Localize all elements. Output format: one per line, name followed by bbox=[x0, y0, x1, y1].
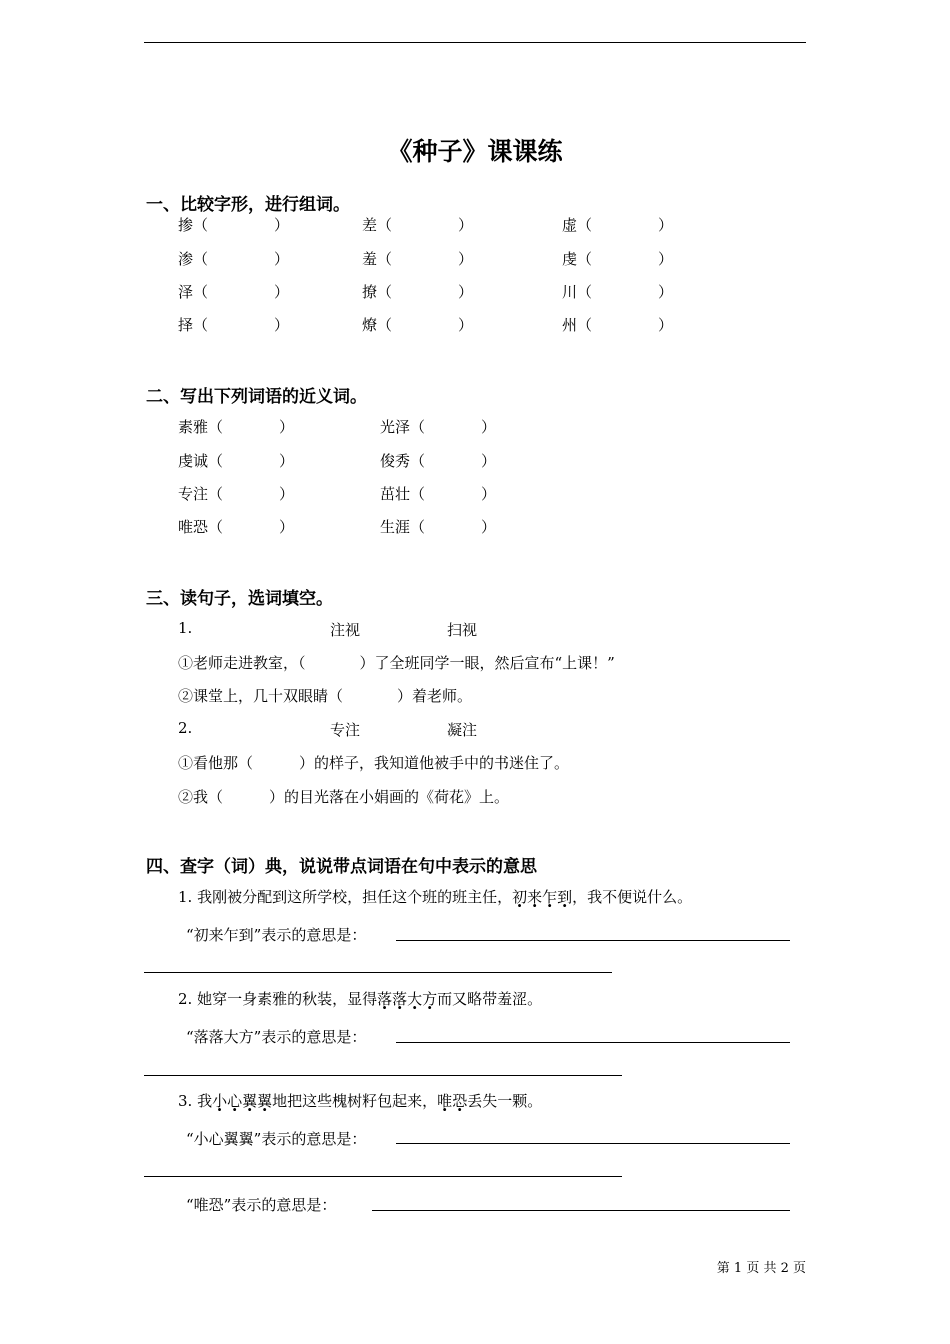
dotted-char: 唯 bbox=[437, 1092, 453, 1110]
word-label: 生涯 bbox=[380, 518, 411, 536]
char-label: 择 bbox=[178, 316, 194, 334]
synonym-item: 专注（ ） bbox=[178, 485, 295, 503]
answer-line[interactable] bbox=[396, 1143, 790, 1144]
dotted-char: 到 bbox=[557, 888, 573, 906]
answer-line[interactable] bbox=[372, 1210, 790, 1211]
page-number: 第 1 页 共 2 页 bbox=[716, 1261, 806, 1276]
synonym-item: 唯恐（ ） bbox=[178, 518, 295, 536]
dotted-char: 心 bbox=[227, 1092, 243, 1110]
synonym-item: 虔诚（ ） bbox=[178, 452, 295, 470]
synonym-item: 茁壮（ ） bbox=[380, 485, 497, 503]
word-label: 茁壮 bbox=[380, 485, 411, 503]
s4-q4-prompt: “唯恐”表示的意思是： bbox=[186, 1196, 337, 1214]
q2-sentence-1: ①看他那（ ）的样子，我知道他被手中的书迷住了。 bbox=[178, 754, 570, 772]
section2-heading: 二、写出下列词语的近义词。 bbox=[146, 387, 367, 407]
word-label: 素雅 bbox=[178, 418, 209, 436]
q1-word-option: 扫视 bbox=[447, 621, 478, 639]
synonym-item: 生涯（ ） bbox=[380, 518, 497, 536]
char-label: 燎 bbox=[362, 316, 378, 334]
s4-q2-prompt: “落落大方”表示的意思是： bbox=[186, 1028, 367, 1046]
s4-q2-sentence: 2. 她穿一身素雅的秋装，显得落落大方而又略带羞涩。 bbox=[178, 990, 543, 1008]
char-item: 州（ ） bbox=[562, 316, 674, 334]
char-label: 州 bbox=[562, 316, 578, 334]
dotted-char: 恐 bbox=[452, 1092, 468, 1110]
s4-q1-sentence: 1. 我刚被分配到这所学校，担任这个班的班主任，初来乍到，我不便说什么。 bbox=[178, 888, 693, 906]
dotted-char: 落 bbox=[392, 990, 408, 1008]
q1-sentence-1: ①老师走进教室，（ ）了全班同学一眼，然后宣布“上课！” bbox=[178, 654, 615, 672]
char-label: 渗 bbox=[178, 250, 194, 268]
char-item: 燎（ ） bbox=[362, 316, 474, 334]
section1-heading: 一、比较字形，进行组词。 bbox=[146, 195, 350, 215]
char-item: 泽（ ） bbox=[178, 283, 290, 301]
s4-q3-sentence: 3. 我小心翼翼地把这些槐树籽包起来，唯恐丢失一颗。 bbox=[178, 1092, 543, 1110]
q2-word-option: 凝注 bbox=[447, 721, 478, 739]
char-item: 羞（ ） bbox=[362, 250, 474, 268]
synonym-item: 光泽（ ） bbox=[380, 418, 497, 436]
char-item: 差（ ） bbox=[362, 216, 474, 234]
char-label: 羞 bbox=[362, 250, 378, 268]
section3-heading: 三、读句子，选词填空。 bbox=[146, 589, 333, 609]
dotted-char: 方 bbox=[422, 990, 438, 1008]
answer-line[interactable] bbox=[396, 940, 790, 941]
dotted-char: 大 bbox=[407, 990, 423, 1008]
synonym-item: 素雅（ ） bbox=[178, 418, 295, 436]
word-label: 光泽 bbox=[380, 418, 411, 436]
answer-line[interactable] bbox=[144, 1075, 622, 1076]
word-label: 虔诚 bbox=[178, 452, 209, 470]
char-label: 泽 bbox=[178, 283, 194, 301]
dotted-char: 翼 bbox=[242, 1092, 258, 1110]
char-label: 撩 bbox=[362, 283, 378, 301]
dotted-char: 落 bbox=[377, 990, 393, 1008]
s4-q1-prompt: “初来乍到”表示的意思是： bbox=[186, 926, 367, 944]
q1-word-option: 注视 bbox=[330, 621, 361, 639]
char-item: 撩（ ） bbox=[362, 283, 474, 301]
answer-line[interactable] bbox=[396, 1042, 790, 1043]
answer-line[interactable] bbox=[144, 1176, 622, 1177]
dotted-char: 来 bbox=[527, 888, 543, 906]
section4-heading: 四、查字（词）典，说说带点词语在句中表示的意思 bbox=[146, 857, 537, 877]
char-item: 虚（ ） bbox=[562, 216, 674, 234]
char-label: 川 bbox=[562, 283, 578, 301]
word-label: 俊秀 bbox=[380, 452, 411, 470]
char-item: 掺（ ） bbox=[178, 216, 290, 234]
word-label: 专注 bbox=[178, 485, 209, 503]
q1-sentence-2: ②课堂上，几十双眼睛（ ）着老师。 bbox=[178, 687, 473, 705]
answer-line[interactable] bbox=[144, 972, 612, 973]
char-item: 川（ ） bbox=[562, 283, 674, 301]
char-label: 差 bbox=[362, 216, 378, 234]
header-rule bbox=[144, 42, 806, 43]
dotted-char: 乍 bbox=[542, 888, 558, 906]
synonym-item: 俊秀（ ） bbox=[380, 452, 497, 470]
s4-q3-prompt: “小心翼翼”表示的意思是： bbox=[186, 1130, 367, 1148]
char-item: 择（ ） bbox=[178, 316, 290, 334]
char-label: 虚 bbox=[562, 216, 578, 234]
q1-number: 1. bbox=[178, 619, 193, 637]
char-label: 掺 bbox=[178, 216, 194, 234]
char-label: 虔 bbox=[562, 250, 578, 268]
q2-sentence-2: ②我（ ）的目光落在小娟画的《荷花》上。 bbox=[178, 788, 510, 806]
q2-number: 2. bbox=[178, 719, 193, 737]
char-item: 渗（ ） bbox=[178, 250, 290, 268]
page-title: 《种子》课课练 bbox=[387, 137, 563, 166]
dotted-char: 初 bbox=[512, 888, 528, 906]
char-item: 虔（ ） bbox=[562, 250, 674, 268]
word-label: 唯恐 bbox=[178, 518, 209, 536]
dotted-char: 翼 bbox=[257, 1092, 273, 1110]
dotted-char: 小 bbox=[212, 1092, 228, 1110]
q2-word-option: 专注 bbox=[330, 721, 361, 739]
